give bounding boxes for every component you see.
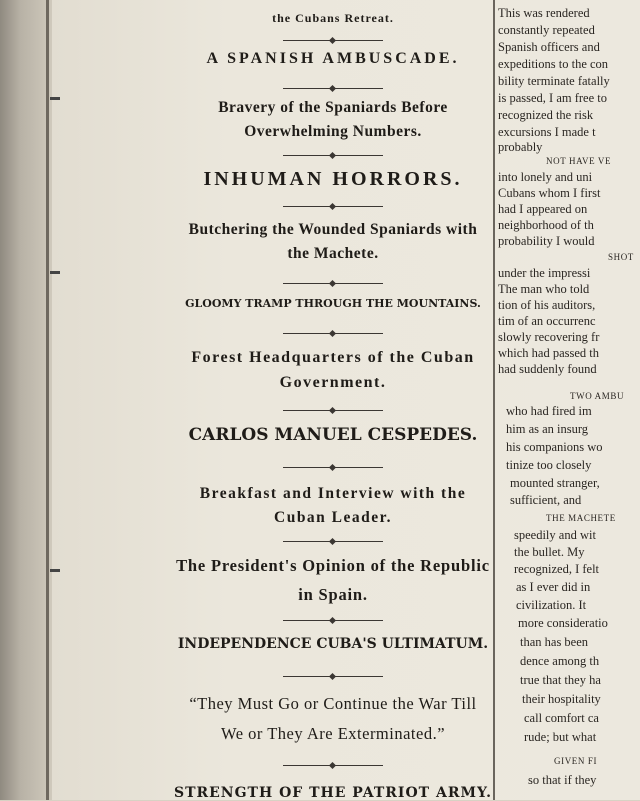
page-edge (46, 0, 49, 800)
column-line: true that they ha (520, 673, 601, 687)
deck-gloomy-tramp: GLOOMY TRAMP THROUGH THE MOUNTAINS. (185, 297, 481, 310)
column-line: bility terminate fatally (498, 74, 610, 88)
column-line: tion of his auditors, (498, 298, 596, 312)
deck-rule (283, 155, 383, 156)
deck-rule (283, 333, 383, 334)
column-line: mounted stranger, (510, 476, 600, 490)
column-line: constantly repeated (498, 23, 595, 37)
column-line: probability I would (498, 234, 595, 248)
subhead-line: THE MACHETE (546, 513, 616, 523)
headline-cespedes: CARLOS MANUEL CESPEDES. (188, 425, 478, 445)
deck-rule (283, 410, 383, 411)
headline-spanish-ambuscade: A SPANISH AMBUSCADE. (206, 50, 460, 67)
deck-rule (283, 206, 383, 207)
column-line: is passed, I am free to (498, 91, 607, 105)
deck-rule (283, 283, 383, 284)
deck-rule (283, 765, 383, 766)
column-line: recognized the risk (498, 108, 594, 122)
column-line: call comfort ca (524, 711, 599, 725)
deck-rule (283, 467, 383, 468)
stitch-mark (50, 97, 60, 100)
column-line: their hospitality (522, 692, 601, 706)
column-line: under the impressi (498, 266, 591, 280)
column-line: This was rendered (498, 6, 590, 20)
binding-gutter (0, 0, 52, 800)
column-line: tim of an occurrenc (498, 314, 596, 328)
column-line: neighborhood of th (498, 218, 594, 232)
column-line: dence among th (520, 654, 600, 668)
column-line: recognized, I felt (514, 562, 600, 576)
column-rule (493, 0, 495, 800)
column-line: expeditions to the con (498, 57, 609, 71)
deck-rule (283, 40, 383, 41)
subhead-line: GIVEN FI (554, 756, 598, 766)
column-line: the bullet. My (514, 545, 585, 559)
column-line: civilization. It (516, 598, 587, 612)
column-line: had suddenly found (498, 362, 597, 376)
headline-patriot-army: STRENGTH OF THE PATRIOT ARMY. (173, 785, 493, 801)
column-line: Cubans whom I first (498, 186, 601, 200)
column-line: tinize too closely (506, 458, 592, 472)
subhead-line: NOT HAVE VE (546, 156, 612, 166)
deck-top-cut: the Cubans Retreat. (272, 11, 394, 25)
column-line: The man who told (498, 282, 590, 296)
column-line: him as an insurg (506, 422, 589, 436)
headline-inhuman-horrors: INHUMAN HORRORS. (203, 168, 463, 190)
column-line: probably (498, 140, 543, 154)
column-line: who had fired im (506, 404, 592, 418)
column-line: sufficient, and (510, 493, 582, 507)
column-line: more consideratio (518, 616, 608, 630)
deck-bravery: Bravery of the Spaniards Before Overwhelming Numbers. (218, 99, 448, 140)
deck-quote-war: “They Must Go or Continue the War Till We or They Are Exterminated.” (189, 694, 477, 743)
adjacent-column (498, 0, 640, 800)
deck-breakfast-interview: Breakfast and Interview with the Cuban Leader. (199, 485, 467, 526)
column-line: rude; but what (524, 730, 597, 744)
column-line: as I ever did in (516, 580, 591, 594)
column-line: so that if they (528, 773, 597, 787)
deck-rule (283, 676, 383, 677)
deck-rule (283, 620, 383, 621)
column-line: which had passed th (498, 346, 600, 360)
deck-rule (283, 88, 383, 89)
column-line: had I appeared on (498, 202, 588, 216)
deck-forest-headquarters: Forest Headquarters of the Cuban Government. (191, 349, 475, 391)
deck-rule (283, 541, 383, 542)
deck-presidents-opinion: The President's Opinion of the Republic in Spain. (176, 556, 490, 604)
stitch-mark (50, 569, 60, 572)
column-line: excursions I made t (498, 125, 596, 139)
column-line: speedily and wit (514, 528, 596, 542)
headline-ultimatum: INDEPENDENCE CUBA'S ULTIMATUM. (177, 636, 489, 652)
deck-butchering: Butchering the Wounded Spaniards with the Machete. (188, 221, 478, 262)
column-line: into lonely and uni (498, 170, 593, 184)
column-line: than has been (520, 635, 589, 649)
headline-column (172, 0, 494, 800)
stitch-mark (50, 271, 60, 274)
column-line: slowly recovering fr (498, 330, 600, 344)
subhead-line: TWO AMBU (570, 391, 625, 401)
subhead-line: SHOT (608, 252, 634, 262)
column-line: Spanish officers and (498, 40, 600, 54)
column-line: his companions wo (506, 440, 603, 454)
